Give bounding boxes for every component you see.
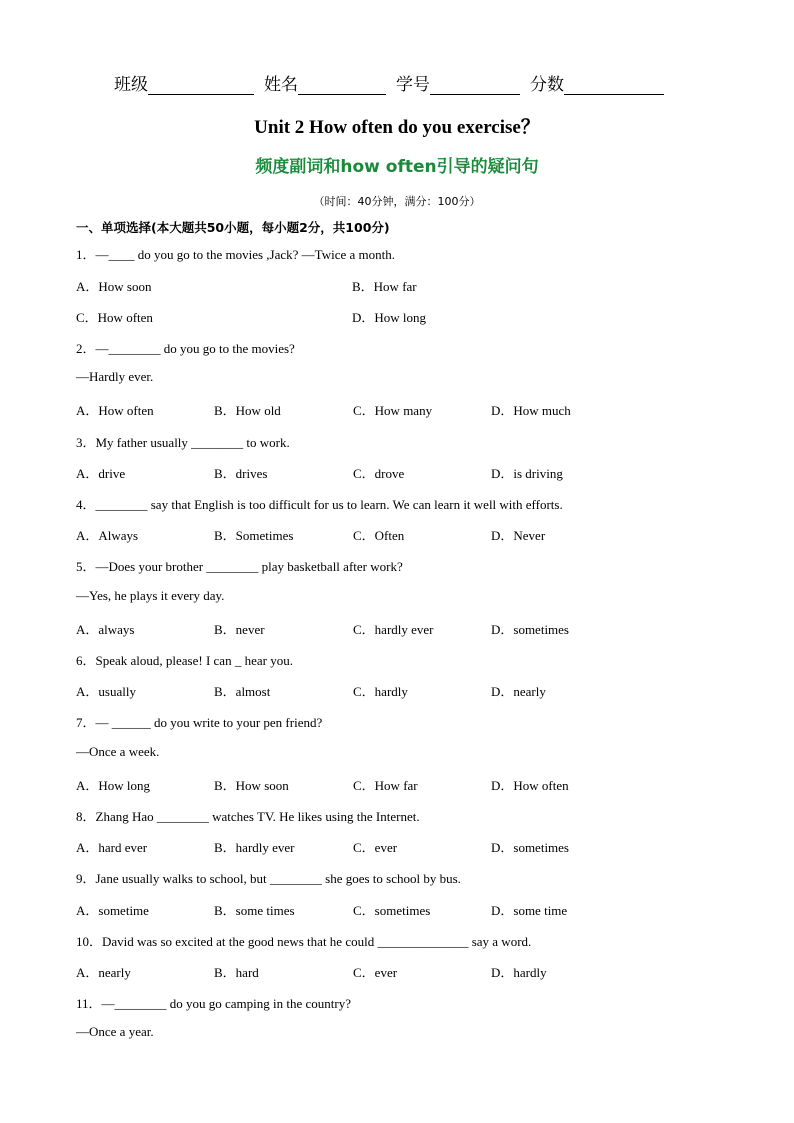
option[interactable]: C．sometimes — [353, 903, 431, 918]
option[interactable]: A．usually — [76, 684, 136, 699]
class-label: 班级 — [114, 75, 148, 95]
id-blank[interactable] — [430, 78, 520, 95]
question-stem: 10．David was so excited at the good news that he could ______________ say a word. — [76, 934, 532, 949]
page-subtitle: 频度副词和how often引导的疑问句 — [255, 157, 539, 177]
option[interactable]: A．always — [76, 622, 135, 637]
page-title: Unit 2 How often do you exercise？ — [254, 117, 540, 138]
option[interactable]: C．How often — [76, 310, 153, 325]
option[interactable]: B．drives — [214, 466, 268, 481]
answer-line: —Once a week. — [76, 744, 160, 759]
option[interactable]: D．hardly — [491, 965, 547, 980]
option[interactable]: A．hard ever — [76, 840, 148, 855]
option[interactable]: D．How much — [491, 403, 571, 418]
option[interactable]: A．How often — [76, 403, 154, 418]
class-blank[interactable] — [148, 78, 254, 95]
option[interactable]: B．How far — [352, 279, 417, 294]
option[interactable]: B．never — [214, 622, 265, 637]
student-info-line — [114, 70, 674, 95]
option[interactable]: C．Often — [353, 528, 405, 543]
answer-line: —Hardly ever. — [76, 369, 154, 384]
option[interactable]: A．How soon — [76, 279, 152, 294]
score-blank[interactable] — [564, 78, 664, 95]
name-blank[interactable] — [298, 78, 386, 95]
answer-line: —Once a year. — [76, 1024, 154, 1039]
option[interactable]: D．nearly — [491, 684, 546, 699]
option[interactable]: D．Never — [491, 528, 546, 543]
question-stem: 7．— ______ do you write to your pen friend? — [76, 715, 323, 730]
option[interactable]: B．hardly ever — [214, 840, 295, 855]
option[interactable]: C．drove — [353, 466, 405, 481]
option[interactable]: D．How often — [491, 778, 569, 793]
question-stem: 4．________ say that English is too difficult for us to learn. We can learn it well with efforts. — [76, 497, 563, 512]
option[interactable]: C．hardly ever — [353, 622, 434, 637]
option[interactable]: B．almost — [214, 684, 271, 699]
option[interactable]: D．sometimes — [491, 840, 569, 855]
option[interactable]: A．How long — [76, 778, 151, 793]
option[interactable]: B．some times — [214, 903, 295, 918]
option[interactable]: C．hardly — [353, 684, 408, 699]
option[interactable]: C．How many — [353, 403, 433, 418]
option[interactable]: C．How far — [353, 778, 418, 793]
option[interactable]: B．How old — [214, 403, 281, 418]
option[interactable]: B．Sometimes — [214, 528, 294, 543]
option[interactable]: B．How soon — [214, 778, 289, 793]
option[interactable]: B．hard — [214, 965, 259, 980]
question-stem: 8．Zhang Hao ________ watches TV. He likes using the Internet. — [76, 809, 420, 824]
question-stem: 6．Speak aloud, please! I can _ hear you. — [76, 653, 293, 668]
question-stem: 11．—________ do you go camping in the country? — [76, 996, 352, 1011]
option[interactable]: C．ever — [353, 840, 398, 855]
question-stem: 3．My father usually ________ to work. — [76, 435, 290, 450]
question-stem: 2．—________ do you go to the movies? — [76, 341, 295, 356]
exam-meta: （时间：40分钟，满分：100分） — [313, 195, 481, 208]
option[interactable]: D．is driving — [491, 466, 563, 481]
option[interactable]: A．nearly — [76, 965, 131, 980]
option[interactable]: D．How long — [352, 310, 427, 325]
option[interactable]: D．sometimes — [491, 622, 569, 637]
option[interactable]: A．sometime — [76, 903, 149, 918]
id-label: 学号 — [396, 75, 430, 95]
question-stem: 9．Jane usually walks to school, but ________ she goes to school by bus. — [76, 871, 461, 886]
option[interactable]: A．drive — [76, 466, 126, 481]
name-label: 姓名 — [264, 75, 298, 95]
question-stem: 5．—Does your brother ________ play basketball after work? — [76, 559, 403, 574]
score-label: 分数 — [530, 75, 564, 95]
option[interactable]: D．some time — [491, 903, 568, 918]
section-heading: 一、单项选择(本大题共50小题，每小题2分，共100分) — [76, 220, 390, 235]
answer-line: —Yes, he plays it every day. — [76, 588, 225, 603]
question-stem: 1．—____ do you go to the movies ,Jack? —Twice a month. — [76, 247, 395, 262]
option[interactable]: C．ever — [353, 965, 398, 980]
option[interactable]: A．Always — [76, 528, 139, 543]
